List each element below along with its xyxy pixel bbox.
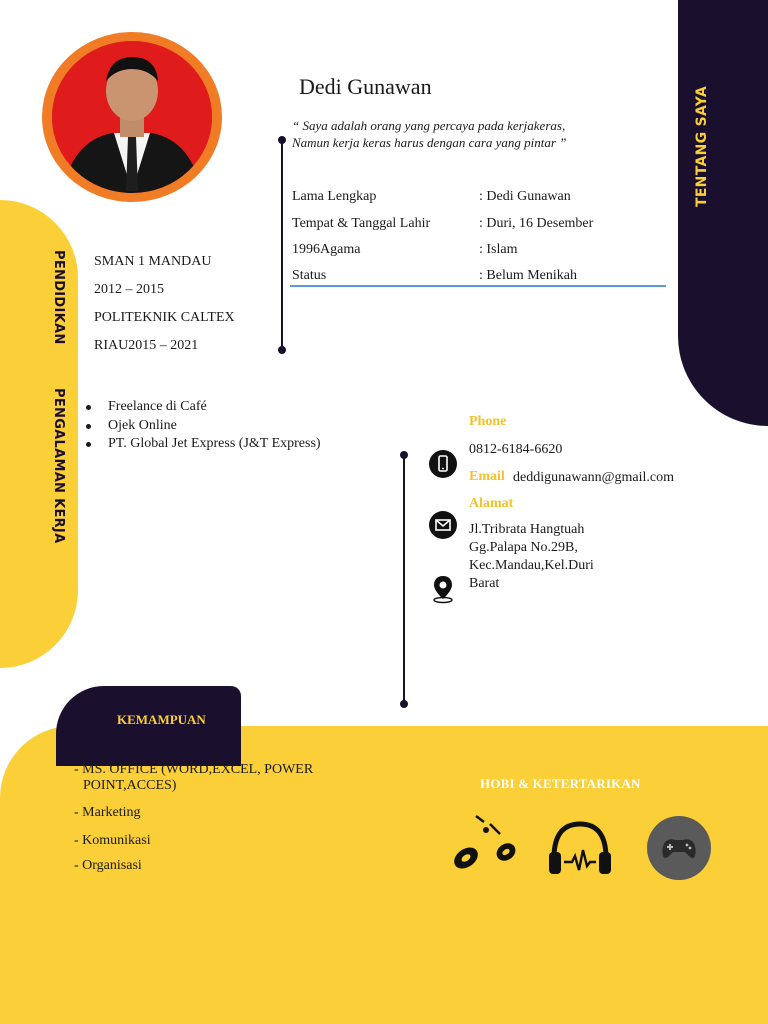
info-label: Lama Lengkap — [292, 189, 377, 204]
section-label-education: PENDIDIKAN — [51, 250, 66, 345]
skill-item-continued: POINT,ACCES) — [83, 778, 177, 793]
section-label-experience: PENGALAMAN KERJA — [51, 388, 66, 544]
info-value: : Dedi Gunawan — [479, 189, 571, 204]
about-side-tab — [678, 0, 768, 426]
timeline-dot — [278, 136, 286, 144]
headphones-music-icon — [546, 818, 614, 878]
experience-item: PT. Global Jet Express (J&T Express) — [108, 435, 321, 454]
envelope-icon — [429, 511, 457, 539]
address-line: Jl.Tribrata Hangtuah — [469, 522, 585, 537]
skill-item: - Organisasi — [74, 858, 142, 873]
info-label: Tempat & Tanggal Lahir — [292, 216, 431, 231]
skill-item: - Komunikasi — [74, 833, 151, 848]
map-pin-icon — [430, 574, 456, 604]
info-value: : Duri, 16 Desember — [479, 216, 594, 231]
email-address: deddigunawann@gmail.com — [513, 470, 675, 485]
skills-heading: KEMAMPUAN — [117, 712, 206, 727]
experience-item: Ojek Online — [108, 417, 321, 436]
education-school-2: POLITEKNIK CALTEX — [94, 310, 235, 325]
timeline-dot — [400, 700, 408, 708]
info-value: : Islam — [479, 242, 518, 257]
timeline-dot — [278, 346, 286, 354]
education-school-1: SMAN 1 MANDAU — [94, 254, 212, 269]
left-yellow-band — [0, 200, 78, 668]
info-value: : Belum Menikah — [479, 268, 577, 283]
section-label-about: TENTANG SAYA — [694, 86, 710, 208]
skill-item: - Marketing — [74, 805, 141, 820]
info-divider — [290, 285, 666, 287]
address-text — [469, 521, 594, 593]
personal-quote — [292, 117, 672, 151]
info-label: Status — [292, 268, 327, 283]
quote-line-1: “ Saya adalah orang yang percaya pada kerjakeras, — [292, 118, 566, 133]
profile-photo — [52, 41, 212, 193]
timeline-line-contact — [403, 455, 405, 705]
gamepad-icon — [647, 816, 711, 880]
address-line: Kec.Mandau,Kel.Duri — [469, 558, 594, 573]
education-years-2: RIAU2015 – 2021 — [94, 338, 199, 353]
timeline-dot — [400, 451, 408, 459]
education-years-1: 2012 – 2015 — [94, 282, 164, 297]
phone-label: Phone — [469, 414, 507, 429]
address-line: Gg.Palapa No.29B, — [469, 540, 578, 555]
experience-item: Freelance di Café — [108, 398, 321, 417]
info-label: 1996Agama — [292, 242, 361, 257]
timeline-line-top — [281, 139, 283, 351]
skill-item: - MS. OFFICE (WORD,EXCEL, POWER — [74, 762, 314, 777]
email-label: Email — [469, 469, 505, 484]
motorbike-icon — [448, 812, 518, 880]
hobbies-heading: HOBI & KETERTARIKAN — [480, 776, 641, 791]
quote-line-2: Namun kerja keras harus dengan cara yang pintar ” — [292, 135, 567, 150]
experience-list — [82, 398, 321, 454]
address-label: Alamat — [469, 496, 514, 511]
smartphone-icon — [429, 450, 457, 478]
phone-number: 0812-6184-6620 — [469, 442, 563, 457]
address-line: Barat — [469, 576, 500, 591]
full-name: Dedi Gunawan — [299, 74, 432, 99]
